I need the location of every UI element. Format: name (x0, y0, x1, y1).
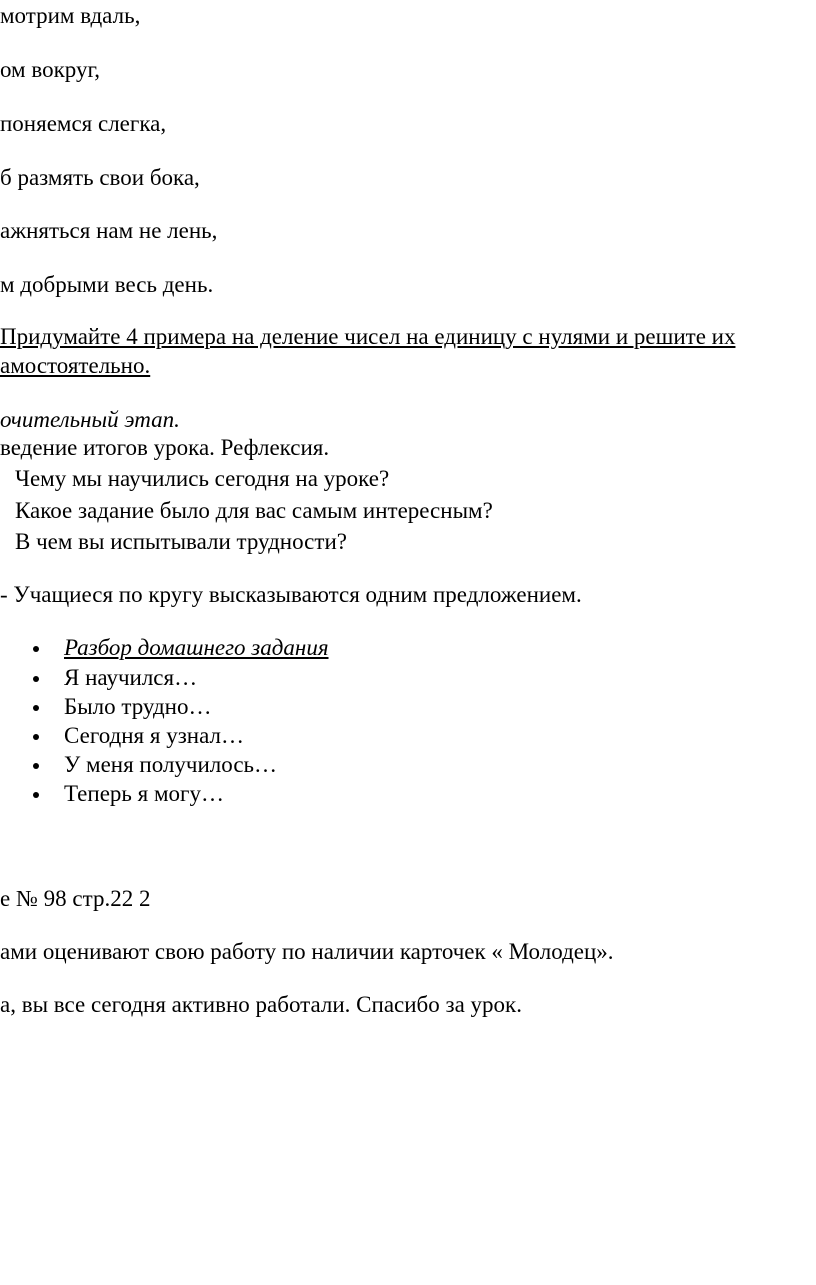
poem-line: м добрыми весь день. (0, 272, 214, 297)
reflection-item: Разбор домашнего задания (64, 635, 329, 660)
bullet-icon (33, 734, 39, 740)
task-line-2: амостоятельно. (0, 353, 151, 378)
reflection-item: Теперь я могу… (64, 781, 224, 806)
students-line: - Учащиеся по кругу высказываются одним предложением. (0, 582, 582, 607)
reflection-item: Сегодня я узнал… (64, 723, 244, 748)
reflection-item: У меня получилось… (64, 752, 278, 777)
poem-line: ажняться нам не лень, (0, 218, 218, 243)
stage-subtitle: ведение итогов урока. Рефлексия. (0, 435, 330, 460)
task-line-1: Придумайте 4 примера на деление чисел на единицу с нулями и решите их (0, 324, 736, 349)
question-item: В чем вы испытывали трудности? (15, 529, 347, 554)
stage-title: очительный этап. (0, 407, 180, 432)
bullet-icon (33, 763, 39, 769)
poem-line: поняемся слегка, (0, 111, 167, 136)
bullet-icon (33, 646, 39, 652)
reflection-item: Я научился… (64, 665, 198, 690)
question-item: Чему мы научились сегодня на уроке? (15, 466, 390, 491)
bullet-icon (33, 792, 39, 798)
closing-line: а, вы все сегодня активно работали. Спасибо за урок. (0, 992, 522, 1017)
homework-line: е № 98 стр.22 2 (0, 886, 151, 911)
poem-line: ом вокруг, (0, 57, 101, 82)
poem-line: мотрим вдаль, (0, 3, 141, 28)
bullet-icon (33, 676, 39, 682)
poem-line: б размять свои бока, (0, 165, 200, 190)
self-assessment-line: ами оценивают свою работу по наличии карточек « Молодец». (0, 939, 614, 964)
reflection-item: Было трудно… (64, 694, 212, 719)
question-item: Какое задание было для вас самым интересным? (15, 498, 493, 523)
bullet-icon (33, 705, 39, 711)
